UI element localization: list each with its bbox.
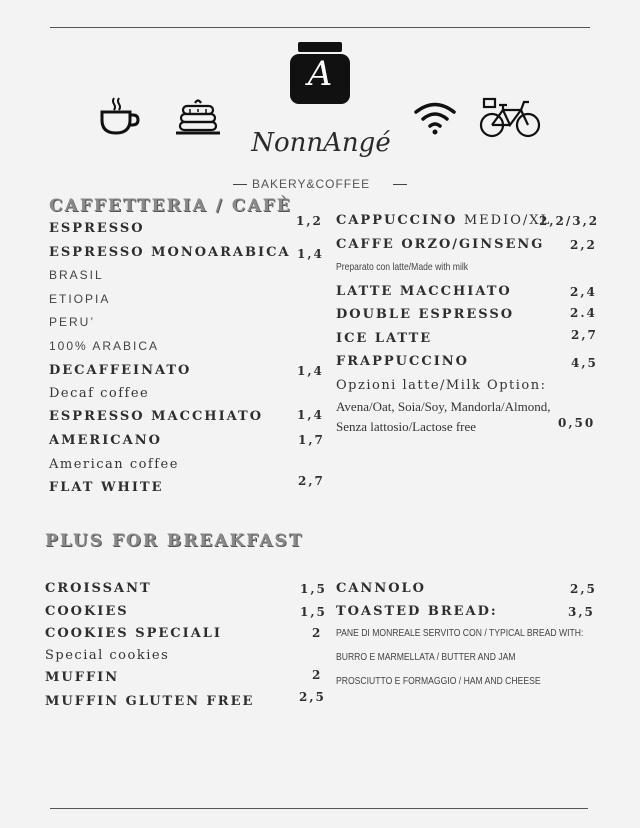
note-special-cookies: Special cookies bbox=[45, 648, 170, 663]
milk-options-title: Opzioni latte/Milk Option: bbox=[336, 378, 547, 393]
coffee-cup-icon bbox=[99, 96, 141, 136]
menu-item-caffe-orzo-ginseng: CAFFE ORZO/GINSENG bbox=[336, 237, 545, 252]
origin-peru: PERU’ bbox=[49, 315, 96, 329]
section-heading-breakfast: PLUS FOR BREAKFAST bbox=[45, 531, 304, 551]
bottom-divider bbox=[50, 808, 588, 809]
tagline-dash-left bbox=[233, 184, 247, 185]
brand-name: NonnAngé bbox=[251, 128, 391, 158]
price-frappuccino: 4,5 bbox=[571, 356, 598, 370]
price-milk-options: 0,50 bbox=[558, 416, 596, 430]
origin-brasil: BRASIL bbox=[49, 268, 104, 282]
origin-100-arabica: 100% ARABICA bbox=[49, 339, 160, 353]
menu-item-cannolo: CANNOLO bbox=[336, 581, 426, 596]
menu-item-frappuccino: FRAPPUCCINO bbox=[336, 354, 469, 369]
menu-item-cookies-speciali: COOKIES SPECIALI bbox=[45, 626, 223, 641]
bicycle-icon bbox=[479, 96, 541, 138]
wifi-icon bbox=[413, 101, 457, 137]
tagline: BAKERY&COFFEE bbox=[252, 177, 371, 191]
top-divider bbox=[50, 27, 590, 28]
price-espresso-macchiato: 1,4 bbox=[297, 408, 324, 422]
price-muffin: 2 bbox=[312, 668, 323, 682]
price-toasted-bread: 3,5 bbox=[568, 605, 595, 619]
note-american-coffee: American coffee bbox=[49, 457, 179, 472]
menu-item-flat-white: FLAT WHITE bbox=[49, 480, 164, 495]
pancakes-icon bbox=[175, 97, 221, 137]
toasted-bread-line-3: PROSCIUTTO E FORMAGGIO / HAM AND CHEESE bbox=[336, 675, 541, 687]
price-cannolo: 2,5 bbox=[570, 582, 597, 596]
section-heading-caffetteria: CAFFETTERIA / CAFÈ bbox=[49, 196, 292, 216]
note-made-with-milk: Preparato con latte/Made with milk bbox=[336, 261, 469, 273]
note-decaf-coffee: Decaf coffee bbox=[49, 386, 150, 401]
menu-item-toasted-bread: TOASTED BREAD: bbox=[336, 604, 498, 619]
toasted-bread-line-1: PANE DI MONREALE SERVITO CON / TYPICAL BREAD WITH: bbox=[336, 627, 584, 639]
menu-item-croissant: CROISSANT bbox=[45, 581, 152, 596]
menu-item-double-espresso: DOUBLE ESPRESSO bbox=[336, 307, 515, 322]
price-decaffeinato: 1,4 bbox=[297, 364, 324, 378]
milk-options-line2: Senza lattosio/Lactose free bbox=[336, 419, 477, 434]
price-flat-white: 2,7 bbox=[298, 474, 325, 488]
menu-item-cookies: COOKIES bbox=[45, 604, 129, 619]
price-cookies-speciali: 2 bbox=[312, 626, 323, 640]
milk-options-line1: Avena/Oat, Soia/Soy, Mandorla/Almond, bbox=[336, 399, 551, 414]
menu-item-espresso-macchiato: ESPRESSO MACCHIATO bbox=[49, 409, 264, 424]
origin-etiopia: ETIOPIA bbox=[49, 292, 111, 306]
price-ice-latte: 2,7 bbox=[571, 328, 598, 342]
price-cappuccino: 2,2/3,2 bbox=[539, 214, 600, 228]
price-latte-macchiato: 2,4 bbox=[570, 285, 597, 299]
price-espresso-monoarabica: 1,4 bbox=[297, 247, 324, 261]
menu-item-muffin-gluten-free: MUFFIN GLUTEN FREE bbox=[45, 694, 255, 709]
price-double-espresso: 2.4 bbox=[570, 306, 597, 320]
menu-item-cappuccino bbox=[336, 213, 551, 228]
price-muffin-gluten-free: 2,5 bbox=[299, 690, 326, 704]
price-croissant: 1,5 bbox=[300, 582, 327, 596]
price-americano: 1,7 bbox=[298, 433, 325, 447]
menu-item-ice-latte: ICE LATTE bbox=[336, 331, 433, 346]
menu-item-latte-macchiato: LATTE MACCHIATO bbox=[336, 284, 512, 299]
menu-item-espresso: ESPRESSO bbox=[49, 221, 145, 236]
menu-item-espresso-monoarabica: ESPRESSO MONOARABICA bbox=[49, 245, 291, 260]
menu-item-decaffeinato: DECAFFEINATO bbox=[49, 363, 192, 378]
price-cookies: 1,5 bbox=[300, 605, 327, 619]
cappuccino-size: MEDIO/XL bbox=[463, 213, 552, 228]
toasted-bread-line-2: BURRO E MARMELLATA / BUTTER AND JAM bbox=[336, 651, 516, 663]
menu-item-americano: AMERICANO bbox=[49, 433, 162, 448]
price-espresso: 1,2 bbox=[296, 214, 323, 228]
tagline-dash-right bbox=[393, 184, 407, 185]
price-caffe-orzo-ginseng: 2,2 bbox=[570, 238, 597, 252]
cappuccino-label: CAPPUCCINO bbox=[336, 213, 458, 228]
menu-item-muffin: MUFFIN bbox=[45, 670, 120, 685]
logo-letter: A bbox=[307, 54, 333, 94]
